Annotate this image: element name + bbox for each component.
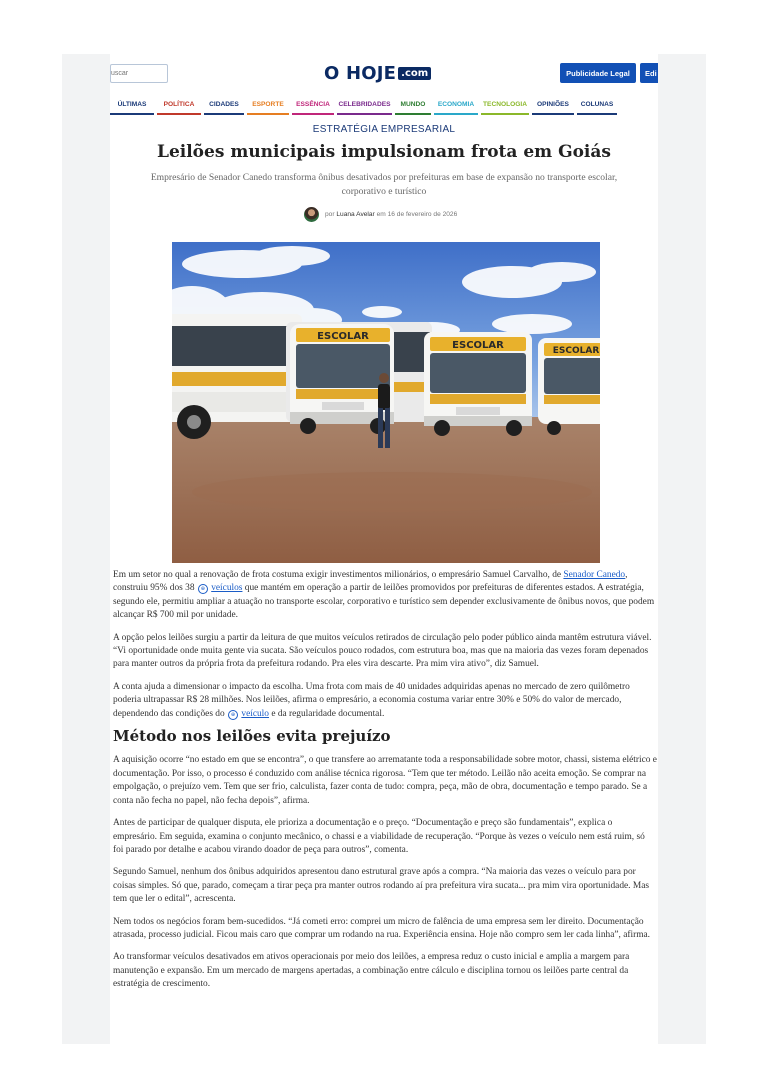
paragraph-4: A aquisição ocorre “no estado em que se encontra”, o que transfere ao arrematante toda a responsabilidade sobre motor, chassi, sistema elétrico e documentação. Por isso, o processo é conduzido com análise técnica rigorosa. “Tem que ter método. Leilão não aceita emoção. Se comprar na empolgação, o prejuízo vem. Tem que ser frio, calculista, fazer conta de tudo: compra, peça, mão de obra, documentação e tempo parado. Se a conta não fecha no papel, não fecha depois”, afirma. (113, 755, 657, 806)
nav-item-essência[interactable]: ESSÊNCIA (292, 95, 334, 115)
paragraph-3: A conta ajuda a dimensionar o impacto da escolha. Uma frota com mais de 40 unidades adquiridas apenas no mercado de zero quilômetro poderia ultrapassar R$ 28 milhões. Nos leilões, afirma o empresário, a economia costuma variar entre 30% e 50% do valor de mercado, dependendo das condições do ⊕ veículo e da regularidade documental. (113, 681, 630, 719)
hero-image (172, 242, 600, 563)
site-logo[interactable] (324, 62, 431, 84)
publish-date: 16 de fevereiro de 2026 (387, 210, 458, 218)
nav-item-política[interactable]: POLÍTICA (157, 95, 201, 115)
byline-mid: em (376, 210, 386, 218)
bus-front-1 (286, 322, 432, 434)
tag-icon: ⊕ (198, 584, 208, 594)
bus-front-2 (424, 332, 532, 436)
bus-left (172, 314, 302, 439)
byline-prefix: por (325, 210, 335, 218)
nav-item-tecnologia[interactable]: TECNOLOGIA (481, 95, 529, 115)
logo-text: O HOJE (324, 62, 397, 84)
publicidade-legal-button[interactable]: Publicidade Legal (560, 63, 636, 83)
byline (304, 206, 457, 222)
nav-item-opiniões[interactable]: OPINIÕES (532, 95, 574, 115)
nav-item-mundo[interactable]: MUNDO (395, 95, 431, 115)
section-label[interactable]: ESTRATÉGIA EMPRESARIAL (312, 124, 456, 135)
search-input[interactable] (110, 64, 168, 83)
paragraph-6: Segundo Samuel, nenhum dos ônibus adquiridos apresentou dano estrutural grave após a compra. “Na maioria das vezes o veículo para por coisas simples. Só que, parado, começam a tirar peça pra manter outros rodando aí pra prefeitura vira sucata... pra mim vira oportunidade. Mas tem que ler o edital”, acrescenta. (113, 867, 650, 905)
article-subtitle: Empresário de Senador Canedo transforma ônibus desativados por prefeituras em base de expansão no transporte escolar, corporativo e turístico (150, 172, 618, 197)
paragraph-5: Antes de participar de qualquer disputa, ele prioriza a documentação e o preço. “Documentação e preço são fundamentais”, explica o empresário. Em seguida, examina o conjunto mecânico, o chassi e a viabilidade de recuperação. “Porque às vezes o veículo nem está ruim, só foi parado por detalhe e acabou virando doador de peça para outros”, comenta. (113, 818, 645, 855)
nav-item-esporte[interactable]: ESPORTE (247, 95, 289, 115)
nav-item-últimas[interactable]: ÚLTIMAS (110, 95, 154, 115)
paragraph-8: Ao transformar veículos desativados em ativos operacionais por meio dos leilões, a empresa reduz o custo inicial e amplia a margem para manutenção e expansão. Em um mercado de margens apertadas, a combinação entre cálculo e disciplina tornou os leilões parte central da estratégia de crescimento. (113, 952, 630, 990)
nav-item-economia[interactable]: ECONOMIA (434, 95, 478, 115)
edition-button[interactable]: Edi (640, 63, 658, 83)
nav-item-cidades[interactable]: CIDADES (204, 95, 244, 115)
author-avatar (304, 207, 319, 222)
category-nav (110, 95, 658, 115)
article-title: Leilões municipais impulsionam frota em Goiás (157, 142, 611, 162)
link-senador-canedo[interactable]: Senador Canedo (563, 570, 626, 580)
nav-item-celebridades[interactable]: CELEBRIDADES (337, 95, 392, 115)
logo-suffix: .com (398, 67, 431, 80)
bus-front-3 (538, 338, 600, 435)
tag-icon: ⊕ (228, 710, 238, 720)
bus-sign-2: ESCOLAR (452, 340, 504, 351)
section-heading: Método nos leilões evita prejuízo (113, 727, 391, 746)
nav-item-colunas[interactable]: COLUNAS (577, 95, 617, 115)
author-name[interactable]: Luana Avelar (336, 210, 375, 218)
paragraph-7: Nem todos os negócios foram bem-sucedidos. “Já cometi erro: comprei um micro de falência de uma empresa sem ler direito. Documentação atrasada, processo judicial. Ficou mais caro que comprar um rodando na rua. Experiência ensina. Hoje não compro sem ler cada linha”, afirma. (113, 916, 651, 940)
paragraph-1: Em um setor no qual a renovação de frota costuma exigir investimentos milionários, o empresário Samuel Carvalho, de Senador Canedo, construiu 95% dos 38 ⊕ veículos que mantém em operação a partir de leilões promovidos por prefeituras de diferentes estados. A estratégia, segundo ele, permitiu ampliar a atuação no transporte escolar, corporativo e turístico sem depender exclusivamente de ônibus novos, que podem alcançar R$ 700 mil por unidade. (113, 570, 655, 621)
article-body (113, 569, 657, 1001)
paragraph-2: A opção pelos leilões surgiu a partir da leitura de que muitos veículos retirados de circulação pelo poder público ainda mantêm estrutura viável. “Vi oportunidade onde muita gente via sucata. São veículos pouco rodados, com estrutura boa, mas que na maioria das vezes foram depenados para manter outros da própria frota da prefeitura rodando. Pra eles vira descarte. Pra mim vira ativo”, diz Samuel. (113, 632, 652, 670)
link-veiculo[interactable]: veículo (241, 708, 269, 719)
bus-sign: ESCOLAR (317, 331, 369, 342)
bus-sign-3: ESCOLAR (552, 346, 600, 356)
link-veiculos[interactable]: veículos (211, 583, 243, 594)
